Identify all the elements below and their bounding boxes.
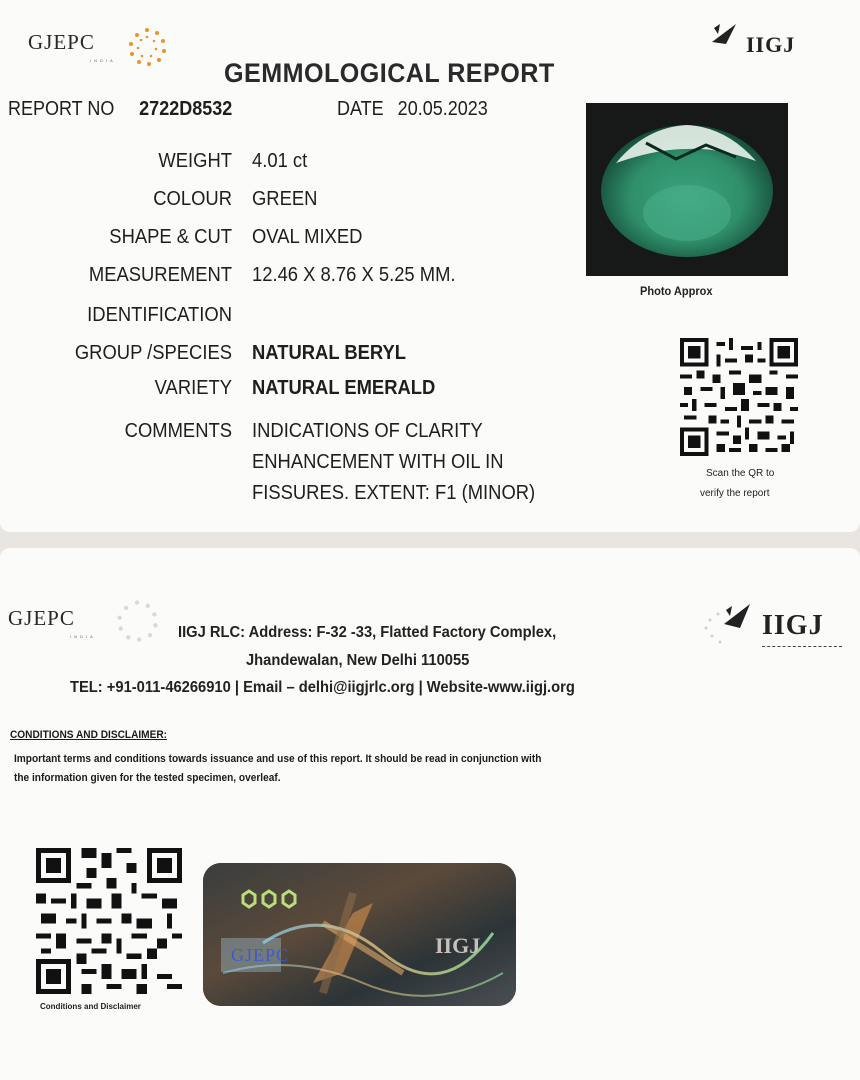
gjepc-logo [28, 30, 116, 63]
colour-label: COLOUR [153, 188, 232, 210]
gjepc-logo-bottom-subtext: INDIA [70, 634, 96, 639]
gjepc-logo-bottom [8, 606, 96, 639]
emerald-image-icon [586, 103, 788, 276]
qr-caption-line-2: verify the report [700, 488, 770, 499]
comments-label: COMMENTS [124, 420, 232, 442]
contact-line: TEL: +91-011-46266910 | Email – delhi@iigjrlc.org | Website-www.iigj.org [70, 679, 575, 696]
report-date-label: DATE [337, 98, 384, 120]
weight-label: WEIGHT [158, 150, 232, 172]
gjepc-sunburst-bottom-icon [112, 596, 162, 646]
shape-cut-label: SHAPE & CUT [109, 226, 232, 248]
gjepc-sunburst-icon [124, 24, 170, 70]
address-line-2: Jhandewalan, New Delhi 110055 [246, 652, 470, 669]
hologram-gjepc-text: GJEPC [231, 945, 290, 965]
comments-line-2: ENHANCEMENT WITH OIL IN [252, 451, 504, 473]
variety-label: VARIETY [154, 377, 232, 399]
report-title: GEMMOLOGICAL REPORT [224, 58, 555, 88]
conditions-qr-code[interactable] [36, 848, 182, 999]
group-species-value: NATURAL BERYL [252, 342, 407, 364]
weight-value: 4.01 ct [252, 150, 308, 172]
iigj-logo-bottom-text: IIGJ [762, 610, 824, 641]
photo-caption: Photo Approx [640, 284, 713, 298]
gem-photo [586, 103, 788, 276]
colour-value: GREEN [252, 188, 318, 210]
report-back-card [0, 548, 860, 1080]
gjepc-logo-text: GJEPC [28, 30, 95, 54]
group-species-label: GROUP /SPECIES [74, 342, 232, 364]
conditions-line-1: Important terms and conditions towards issuance and use of this report. It should be read in conjunction with [14, 753, 542, 765]
verify-qr-code[interactable] [680, 338, 798, 461]
conditions-text [14, 750, 824, 788]
report-number-label: REPORT NO [8, 98, 115, 120]
report-number-row [8, 98, 232, 121]
measurement-label: MEASUREMENT [88, 264, 232, 286]
gjepc-logo-subtext: INDIA [90, 58, 116, 63]
shape-cut-value: OVAL MIXED [252, 226, 363, 248]
report-front-card [0, 0, 860, 532]
qr-code-bottom-icon [36, 848, 182, 994]
hologram-iigj-text: IIGJ [435, 933, 481, 958]
comments-line-3: FISSURES. EXTENT: F1 (MINOR) [252, 482, 536, 504]
qr-code-icon [680, 338, 798, 456]
conditions-line-2: the information given for the tested specimen, overleaf. [14, 772, 281, 784]
address-line-1: IIGJ RLC: Address: F-32 -33, Flatted Factory Complex, [178, 624, 557, 641]
iigj-diamond-icon [710, 22, 738, 46]
iigj-underline [762, 646, 842, 647]
report-date-value: 20.05.2023 [397, 98, 488, 120]
iigj-logo-text: IIGJ [746, 32, 796, 57]
variety-value: NATURAL EMERALD [252, 377, 436, 399]
conditions-heading: CONDITIONS AND DISCLAIMER: [10, 729, 168, 741]
measurement-value: 12.46 X 8.76 X 5.25 MM. [252, 264, 456, 286]
report-number-value: 2722D8532 [139, 98, 233, 120]
report-date-row [337, 98, 488, 121]
conditions-qr-caption: Conditions and Disclaimer [40, 1002, 141, 1011]
comments-line-1: INDICATIONS OF CLARITY [252, 420, 483, 442]
security-hologram [203, 863, 516, 1006]
iigj-diamond-bottom-icon [700, 598, 760, 648]
gjepc-logo-bottom-text: GJEPC [8, 606, 75, 630]
qr-caption-line-1: Scan the QR to [706, 468, 775, 479]
identification-label: IDENTIFICATION [87, 304, 232, 326]
